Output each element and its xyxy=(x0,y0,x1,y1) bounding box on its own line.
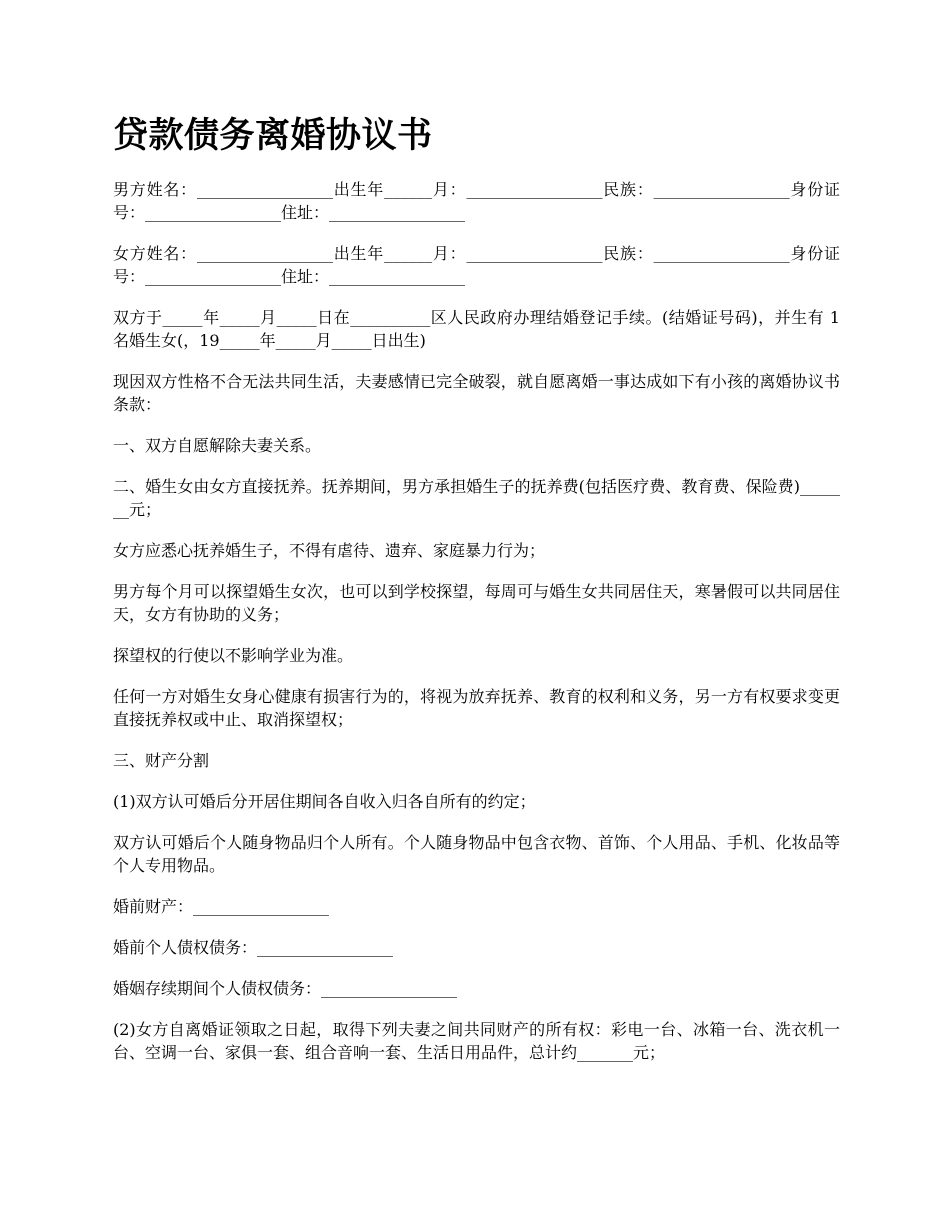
male-party-info: 男方姓名：_________________出生年______月：_________________民族：_________________身份证号：_________________住址：_________________ xyxy=(113,180,840,222)
clause-3-heading: 三、财产分割 xyxy=(113,751,210,770)
premarital-property: 婚前财产：_________________ xyxy=(113,897,330,916)
document-title: 贷款债务离婚协议书 xyxy=(113,116,433,156)
clause-2-care: 女方应悉心抚养婚生子，不得有虐待、遗弃、家庭暴力行为； xyxy=(113,541,546,560)
clause-3-income: (1)双方认可婚后分开居住期间各自收入归各自所有的约定； xyxy=(113,792,536,811)
marriage-registration: 双方于_____年_____月_____日在__________区人民政府办理结婚登记手续。(结婚证号码)，并生有 1 名婚生女(，19_____年_____月_____日出生) xyxy=(113,308,840,350)
clause-3-personal-items: 双方认可婚后个人随身物品归个人所有。个人随身物品中包含衣物、首饰、个人用品、手机、化妆品等个人专用物品。 xyxy=(113,833,840,875)
clause-2-custody: 二、婚生女由女方直接抚养。抚养期间，男方承担婚生子的抚养费(包括医疗费、教育费、保险费)_______元； xyxy=(113,477,840,519)
document-page xyxy=(113,108,840,1082)
clause-2-visitation-limit: 探望权的行使以不影响学业为准。 xyxy=(113,646,354,665)
clause-3-joint-property: (2)女方自离婚证领取之日起，取得下列夫妻之间共同财产的所有权：彩电一台、冰箱一台、洗衣机一台、空调一台、家俱一套、组合音响一套、生活日用品件，总计约_______元； xyxy=(113,1020,840,1062)
clause-1: 一、双方自愿解除夫妻关系。 xyxy=(113,436,322,455)
clause-2-visitation: 男方每个月可以探望婚生女次，也可以到学校探望，每周可与婚生女共同居住天，寒暑假可以共同居住天，女方有协助的义务； xyxy=(113,582,840,624)
premarital-debts: 婚前个人债权债务：_________________ xyxy=(113,938,394,957)
marital-debts: 婚姻存续期间个人债权债务：_________________ xyxy=(113,979,458,998)
female-party-info: 女方姓名：_________________出生年______月：_________________民族：_________________身份证号：_________________住址：_________________ xyxy=(113,244,840,286)
divorce-reason: 现因双方性格不合无法共同生活，夫妻感情已完全破裂，就自愿离婚一事达成如下有小孩的离婚协议书条款： xyxy=(113,372,840,414)
clause-2-harm: 任何一方对婚生女身心健康有损害行为的，将视为放弃抚养、教育的权利和义务，另一方有权要求变更直接抚养权或中止、取消探望权； xyxy=(113,687,840,729)
